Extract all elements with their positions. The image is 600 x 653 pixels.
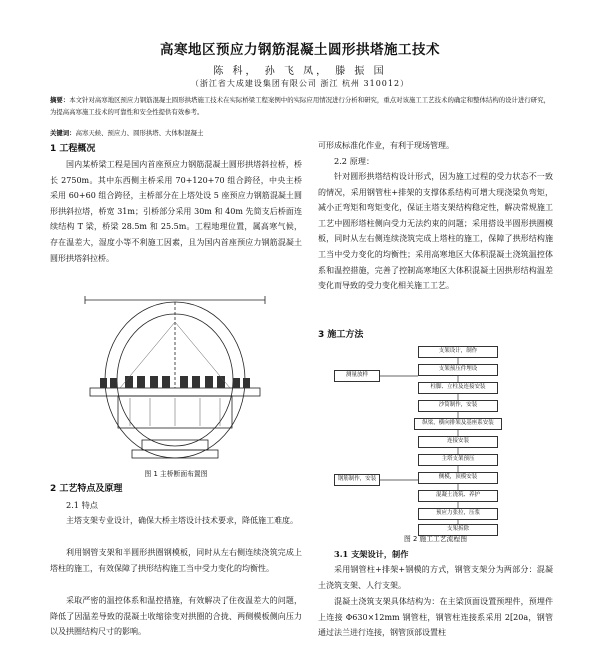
- flow-step-3: 柱脚、立柱及连接安装: [418, 382, 498, 394]
- flow-step-1: 支架设计，制作: [418, 346, 498, 358]
- flow-side-rebar: 钢筋制作，安装: [334, 474, 380, 486]
- authors: 陈 科， 孙 飞 凤， 滕 振 国: [213, 66, 387, 77]
- support-paragraph-2: 混凝土浇筑支架具体结构为：在主梁顶面设置预埋件，预埋件上连接 Φ630×12mm 钢管柱，钢管柱连接系采用 2[20a，钢管通过法兰进行连接，钢管顶部设置柱: [318, 597, 553, 638]
- section-2-1-heading: 2.1 特点: [66, 500, 98, 510]
- abstract: [50, 94, 550, 118]
- figure-1-caption: 图 1 主桥断面布置图: [144, 470, 208, 478]
- feature-paragraph-3: 采取严密的温控体系和温控措施，有效解决了住夜温差大的问题，降低了因温差导致的混凝土收缩徐变对拱圈的合拢、两侧模板侧向压力以及拱圈结构尺寸的影响。: [50, 596, 302, 637]
- main-bridge-section-figure: [70, 292, 280, 462]
- flow-step-2: 支架预压件埋设: [418, 364, 498, 376]
- continued-text: 可形成标准化作业，有利于现场管理。: [318, 141, 454, 150]
- figure-2-caption: 图 2 施工工艺流程图: [403, 535, 468, 543]
- keywords-text: 高寒天候、预应力、圆形拱塔、大体积混凝土: [75, 129, 204, 137]
- flow-step-6: 连接安装: [418, 436, 498, 448]
- section-1-heading: 1 工程概况: [50, 144, 96, 154]
- section-3-heading: 3 施工方法: [318, 330, 364, 340]
- flow-step-5: 纵梁，横向排架及基座系安装: [414, 418, 502, 430]
- principle-paragraph: 针对圆形拱塔结构设计形式，因为施工过程的受力状态不一致的情况，采用钢管柱+排架的支撑体系结构可增大现浇梁负弯矩，减小正弯矩和弯矩变化，保证主塔支架结构稳定性，解决常规施工工艺中圆形塔柱侧向受力无法约束的问题；采用搭设半圆形拱圈模板，同时从左右侧连续浇筑完成上塔柱的施工，保障了拱形结构施工当中受力变化的均衡性；采用高寒地区大体积混凝土浇筑温控体系和温控措施，完善了控制高寒地区大体积混凝土因拱形结构温差变化而导致的受力变化相关施工工艺。: [318, 172, 553, 291]
- flow-step-4: 沙筒制作，安装: [418, 400, 498, 412]
- flow-step-9: 混凝土浇筑、养护: [418, 490, 498, 502]
- feature-paragraph-2: 利用钢管支架和半圆形拱圈钢模板，同时从左右侧连续浇筑完成上塔柱的施工，有效保障了拱形结构施工当中受力变化的均衡性。: [50, 548, 302, 573]
- project-overview-paragraph: 国内某桥梁工程是国内首座预应力钢筋混凝土圆形拱塔斜拉桥，桥长 2750m。其中东西侧主桥采用 70+120+70 组合跨径，中央主桥采用 60+60 组合跨径，主桥部分在上塔处设 5 座预应力钢筋混凝土圆形拱斜拉塔，桥宽 31m；引桥部分采用 30m 和 40m 先简支后桥面连续结构 T 梁，桥梁 28.5m 和 25.5m。工程地理位置，属高寒气候，存在温差大，湿度小等不利施工因素，且为国内首座预应力钢筋混凝土圆形拱塔斜拉桥。: [50, 160, 302, 263]
- section-3-1-heading: 3.1 支架设计，制作: [334, 549, 409, 559]
- flow-step-8: 侧模，顶模安装: [418, 472, 498, 484]
- construction-flowchart: [318, 344, 553, 533]
- section-2-heading: 2 工艺特点及原理: [50, 484, 123, 494]
- abstract-label: 摘要：: [50, 96, 70, 104]
- flow-step-10: 预应力张拉，压浆: [418, 508, 498, 520]
- paper-title: 高寒地区预应力钢筋混凝土圆形拱塔施工技术: [160, 42, 440, 58]
- support-paragraph-1: 采用钢管柱+排架+钢模的方式，钢管支架分为两部分：混凝土浇筑支架、人行支架。: [318, 565, 553, 590]
- keywords-label: 关键词：: [50, 129, 76, 137]
- affiliation: （浙江省大成建设集团有限公司 浙江 杭州 310012）: [190, 79, 410, 88]
- flow-step-11: 支架拆除: [418, 524, 498, 536]
- flow-step-7: 主塔支架预压: [418, 454, 498, 466]
- section-2-2-heading: 2.2 原理：: [334, 156, 375, 166]
- abstract-text: 本文针对高寒地区预应力钢筋混凝土圆形拱塔施工技术在实际桥梁工程案例中的实际应用情况进行分析和研究，重点对该施工工艺技术的确定和整体结构的设计进行研究，为提高高寒施工技术的可靠性和安全性提供有效参考。: [50, 96, 550, 116]
- flow-side-survey: 测量放样: [334, 370, 380, 382]
- feature-paragraph-1: 主塔支架专业设计，确保大桥主塔设计技术要求，降低施工难度。: [66, 516, 298, 525]
